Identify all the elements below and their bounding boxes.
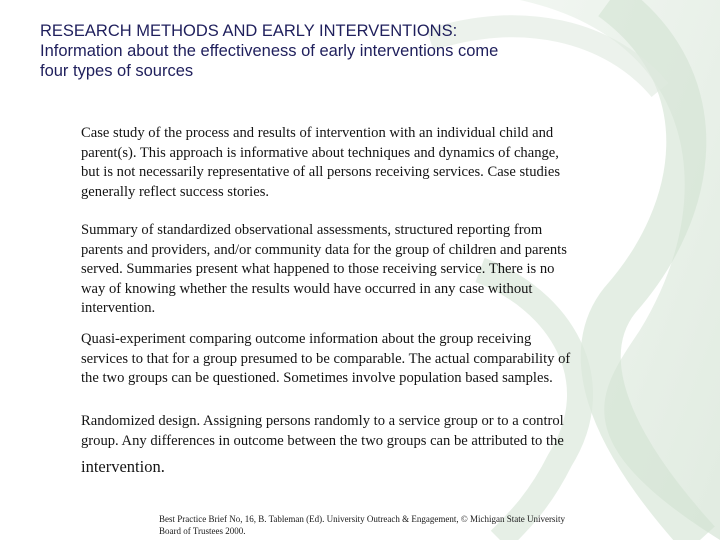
title-line-3: four types of sources [40,62,194,80]
text-line: Randomized design. Assigning persons randomly to a service group or to a control [81,413,564,429]
citation-footer [159,513,679,537]
paragraph-randomized-design [81,412,564,477]
text-line: generally reflect success stories. [81,183,270,200]
title-line-1: RESEARCH METHODS AND EARLY INTERVENTIONS: [40,22,458,40]
text-line: intervention. [81,300,156,316]
text-line: parent(s). This approach is informative about techniques and dynamics of change, [81,144,559,161]
text-line: services to that for a group presumed to be comparable. The actual comparability of [81,350,571,367]
text-line: way of knowing whether the results would have occurred in any case without [81,280,533,297]
text-line: served. Summaries present what happened to those receiving service. There is no [81,261,555,277]
text-line: Quasi-experiment comparing outcome information about the group receiving [81,331,532,347]
paragraph-quasi-experiment [81,330,570,389]
title-line-2: Information about the effectiveness of early interventions come [40,42,499,60]
text-line: the two groups can be questioned. Sometimes involve population based samples. [81,370,553,386]
citation-line-2: Board of Trustees 2000. [159,526,246,536]
slide-title [40,21,640,81]
citation-line-1: Best Practice Brief No, 16, B. Tableman (Ed). University Outreach & Engagement, © Michigan State University [159,514,565,524]
text-line: Summary of standardized observational assessments, structured reporting from [81,222,543,238]
text-line: group. Any differences in outcome between the two groups can be attributed to the [81,432,564,449]
paragraph-summary [81,221,567,319]
text-line: intervention. [81,457,165,476]
text-line: Case study of the process and results of intervention with an individual child and [81,125,554,141]
paragraph-case-study [81,124,560,202]
text-line: but is not necessarily representative of all persons receiving services. Case studies [81,164,561,180]
text-line: parents and providers, and/or community data for the group of children and parents [81,241,567,258]
